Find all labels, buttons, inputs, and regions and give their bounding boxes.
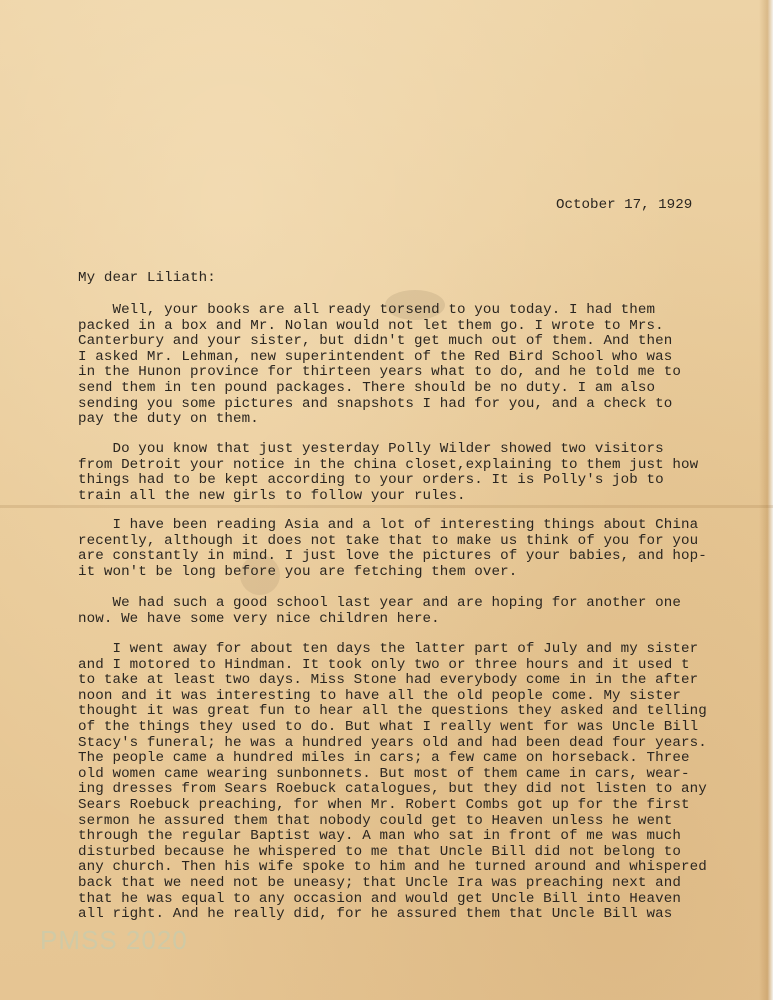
paragraph: We had such a good school last year and are hoping for another one now. We have some very nice children here. — [78, 595, 681, 627]
paragraph: I have been reading Asia and a lot of interesting things about China recently, although it does not take that to make us think of you for you are constantly in mind. I just love the pictures of your babies, and hop- it won't be long before you are fetching them over. — [78, 517, 707, 580]
paragraph: Well, your books are all ready torsend to you today. I had them packed in a box and Mr. Nolan would not let them go. I wrote to Mrs. Canterbury and your sister, but didn't get much out of them. And then I asked Mr. Lehman, new superintendent of the Red Bird School who was in the Hunon province for thirteen years what to do, and he told me to send them in ten pound packages. There should be no duty. I am also sending you some pictures and snapshots I had for you, and a check to pay the duty on them. — [78, 302, 681, 428]
letter-date: October 17, 1929 — [556, 197, 693, 213]
paragraph: Do you know that just yesterday Polly Wilder showed two visitors from Detroit your notice in the china closet,explaining to them just how things had to be kept according to your orders. It is Polly's job to train all the new girls to follow your rules. — [78, 441, 699, 504]
paper-fold — [0, 505, 773, 508]
torn-edge — [759, 0, 773, 1000]
archive-watermark: PMSS 2020 — [40, 925, 188, 955]
salutation: My dear Liliath: — [78, 270, 216, 286]
paragraph: I went away for about ten days the latter part of July and my sister and I motored to Hindman. It took only two or three hours and it used t to take at least two days. Miss Stone had everybody come in in the after noon and it was interesting to have all the old people come. My sister thought it was great fun to hear all the questions they asked and telling of the things they used to do. But what I really went for was Uncle Bill Stacy's funeral; he was a hundred years old and had been dead four years. The people came a hundred miles in cars; a few came on horseback. Three old women came wearing sunbonnets. But most of them came in cars, wear- ing dresses from Sears Roebuck catalogues, but they did not listen to any Sears Roebuck preaching, for when Mr. Robert Combs got up for the first sermon he assured them that nobody could get to Heaven unless he went through the regular Baptist way. A man who sat in front of me was much disturbed because he whispered to me that Uncle Bill did not belong to any church. Then his wife spoke to him and he turned around and whispered back that we need not be uneasy; that Uncle Ira was preaching next and that he was equal to any occasion and would get Uncle Bill into Heaven all right. And he really did, for he assured them that Uncle Bill was — [78, 641, 707, 923]
